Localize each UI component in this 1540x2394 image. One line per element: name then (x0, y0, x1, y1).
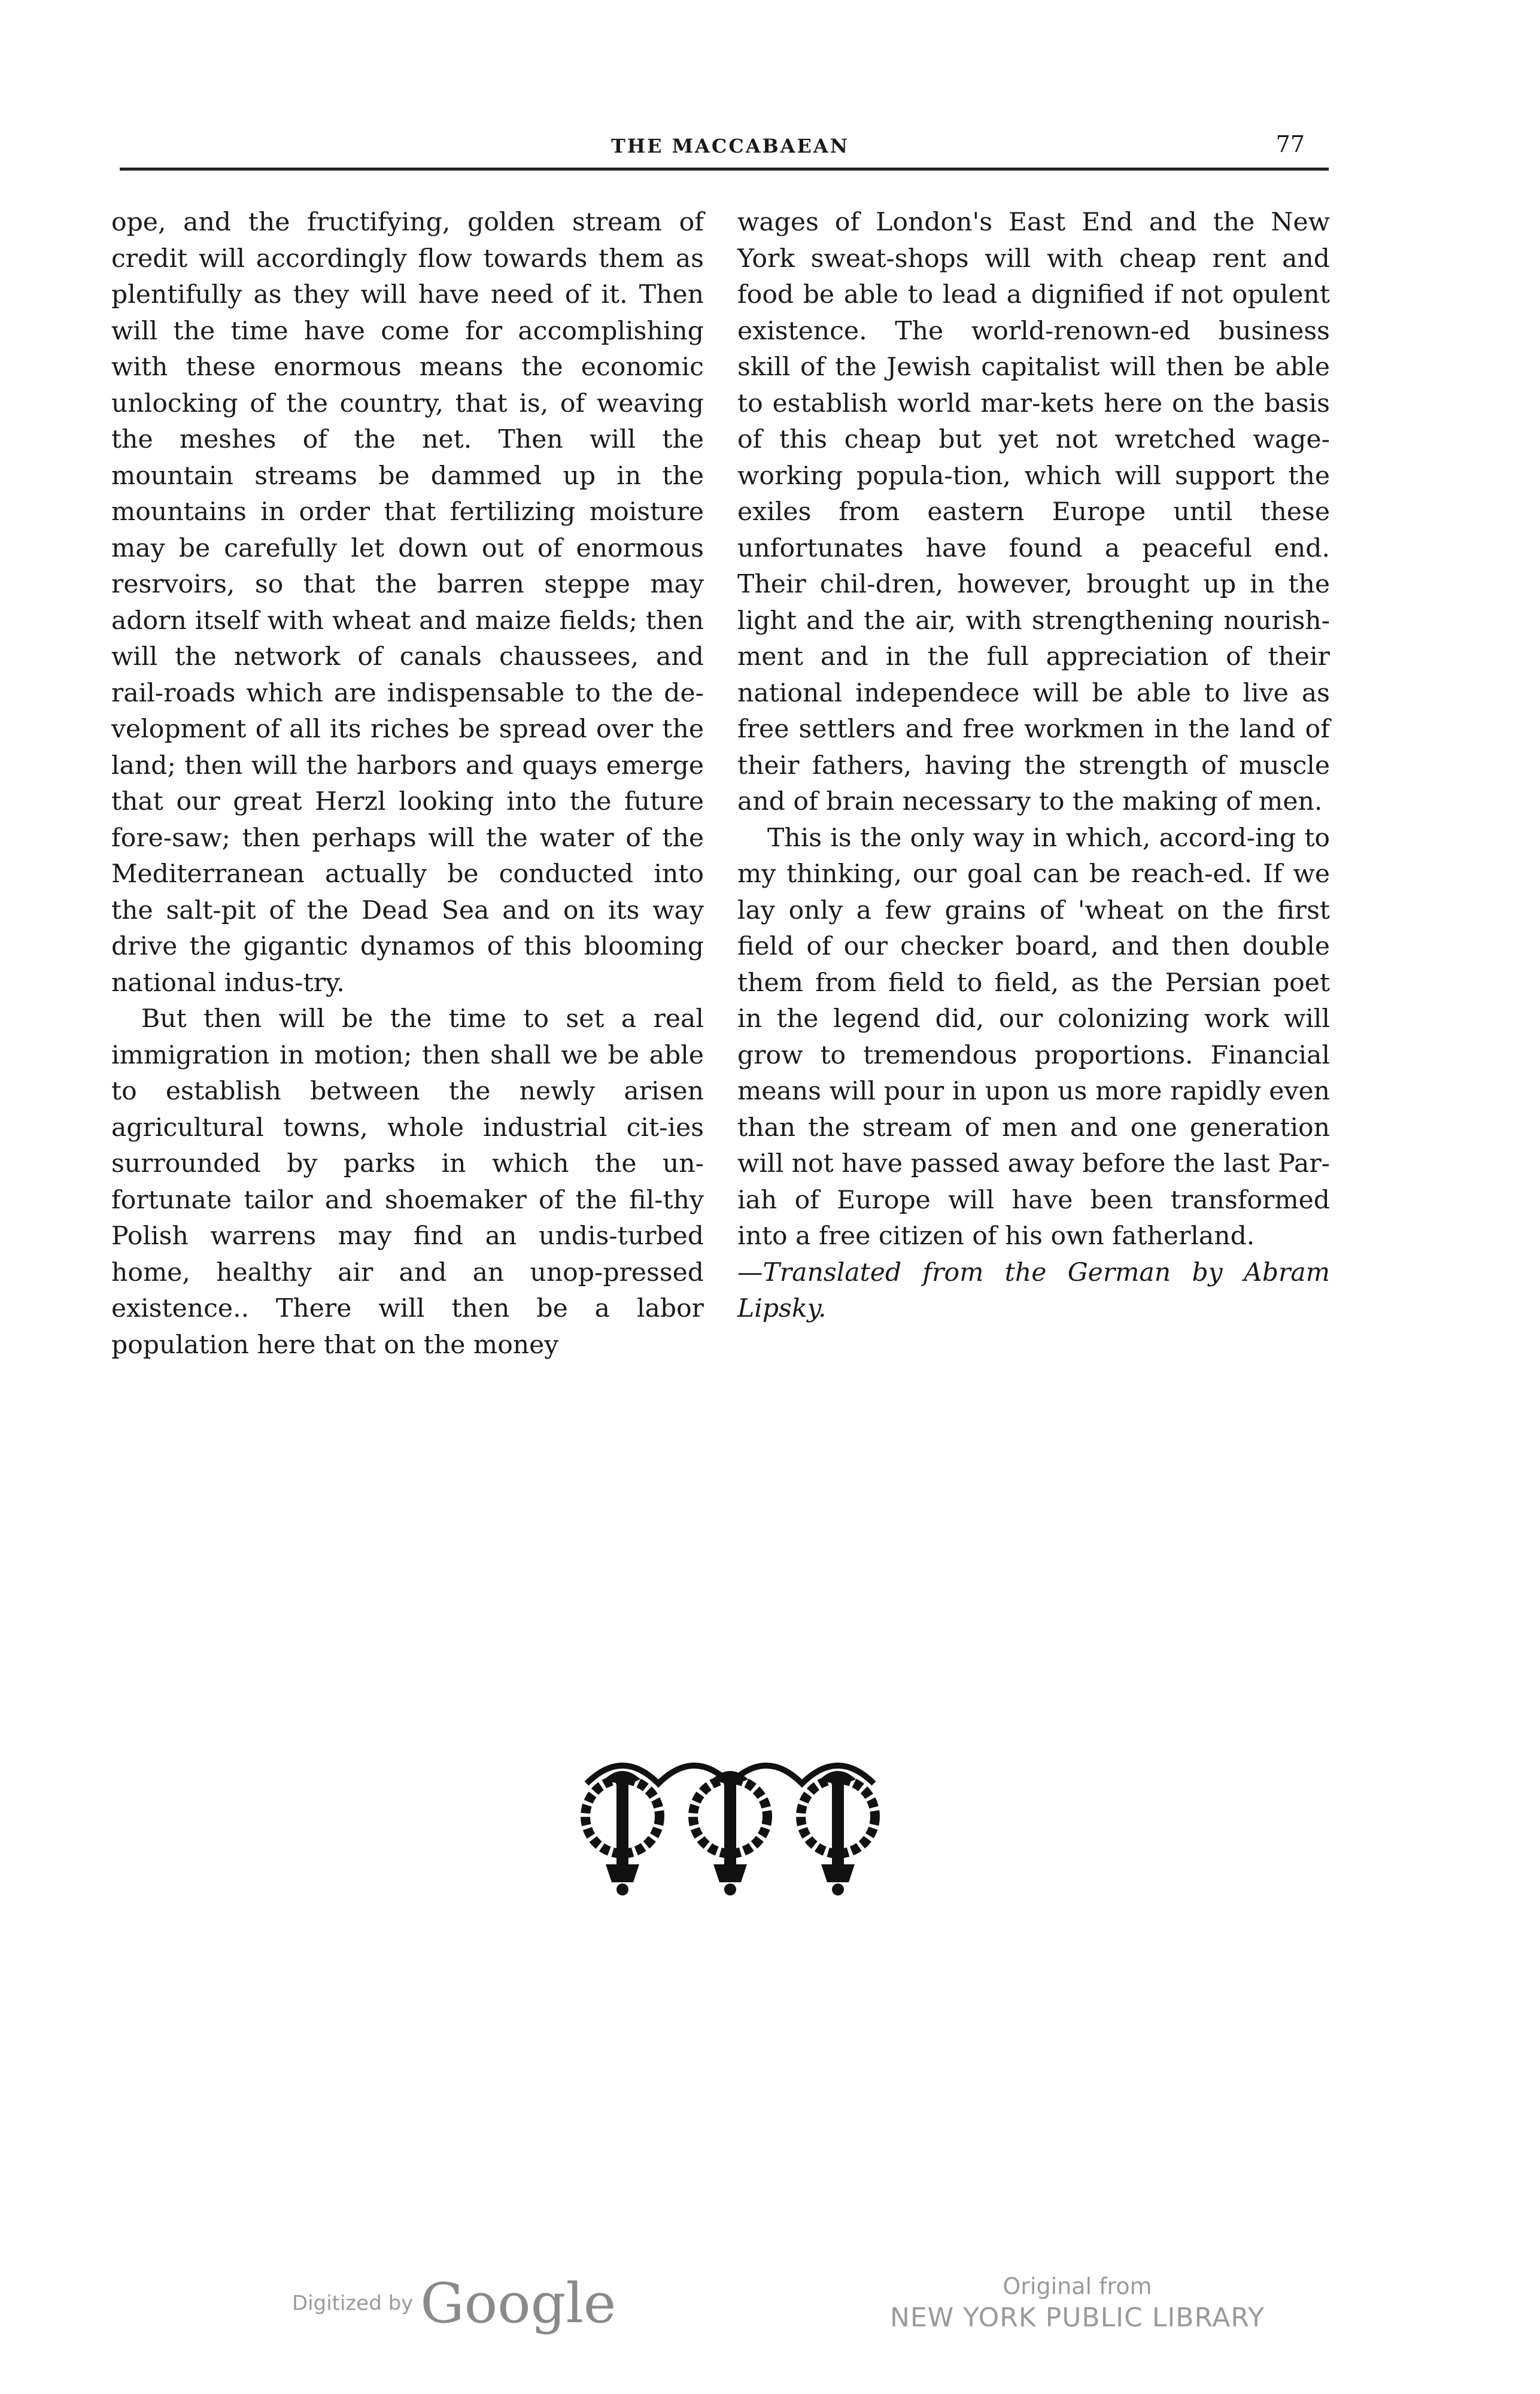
right-column (737, 205, 1330, 1327)
running-head (120, 131, 1341, 165)
running-title: THE MACCABAEAN (611, 135, 849, 157)
paragraph: But then will be the time to set a real immigration in motion; then shall we be able to establish between the newly arisen agricultural towns, whole industrial cit-ies surrounded by parks in which the un-fortunate tailor and shoemaker of the fil-thy Polish warrens may find an undis-turbed home, healthy air and an unop-pressed existence.. There will then be a labor population here that on the money (111, 1004, 704, 1360)
paragraph: ope, and the fructifying, golden stream of credit will accordingly flow towards them as plentifully as they will have need of it. Then will the time have come for accomplishing with these enormous means the economic unlocking of the country, that is, of weaving the meshes of the net. Then will the mountain streams be dammed up in the mountains in order that fertilizing moisture may be carefully let down out of enormous resrvoirs, so that the barren steppe may adorn itself with wheat and maize fields; then will the network of canals chaussees, and rail-roads which are indispensable to the de-velopment of all its riches be spread over the land; then will the harbors and quays emerge that our great Herzl looking into the future fore-saw; then perhaps will the water of the Mediterranean actually be conducted into the salt-pit of the Dead Sea and on its way drive the gigantic dynamos of this blooming national indus-try. (111, 208, 704, 998)
wreath-bell-ornament-icon (569, 1754, 892, 1897)
digitized-by-watermark (292, 2271, 616, 2343)
paragraph: This is the only way in which, accord-ing to my thinking, our goal can be reach-ed. If we lay only a few grains of 'wheat on the first field of our checker board, and then double them from field to field, as the Persian poet in the legend did, our colonizing work will grow to tremendous proportions. Financial means will pour in upon us more rapidly even than the stream of men and one generation will not have passed away before the last Par-iah of Europe will have been transformed into a free citizen of his own fatherland. (737, 823, 1330, 1251)
header-rule (120, 168, 1329, 171)
translator-credit: —Translated from the German by Abram Lipsky. (737, 1257, 1330, 1323)
page-number: 77 (1275, 131, 1305, 157)
library-name: NEW YORK PUBLIC LIBRARY (889, 2302, 1265, 2333)
digitized-by-label: Digitized by (292, 2291, 414, 2316)
library-watermark (886, 2271, 1269, 2335)
paragraph: wages of London's East End and the New York sweat-shops will with cheap rent and food be able to lead a dignified if not opulent existence. The world-renown-ed business skill of the Jewish capitalist will then be able to establish world mar-kets here on the basis of this cheap but yet not wretched wage-working popula-tion, which will support the exiles from eastern Europe until these unfortunates have found a peaceful end. Their chil-dren, however, brought up in the light and the air, with strengthening nourish-ment and in the full appreciation of their national independece will be able to live as free settlers and free workmen in the land of their fathers, having the strength of muscle and of brain necessary to the making of men. (737, 208, 1330, 816)
original-from-label: Original from (1003, 2273, 1152, 2299)
google-logo: Google (420, 2271, 616, 2335)
left-column (111, 205, 704, 1363)
